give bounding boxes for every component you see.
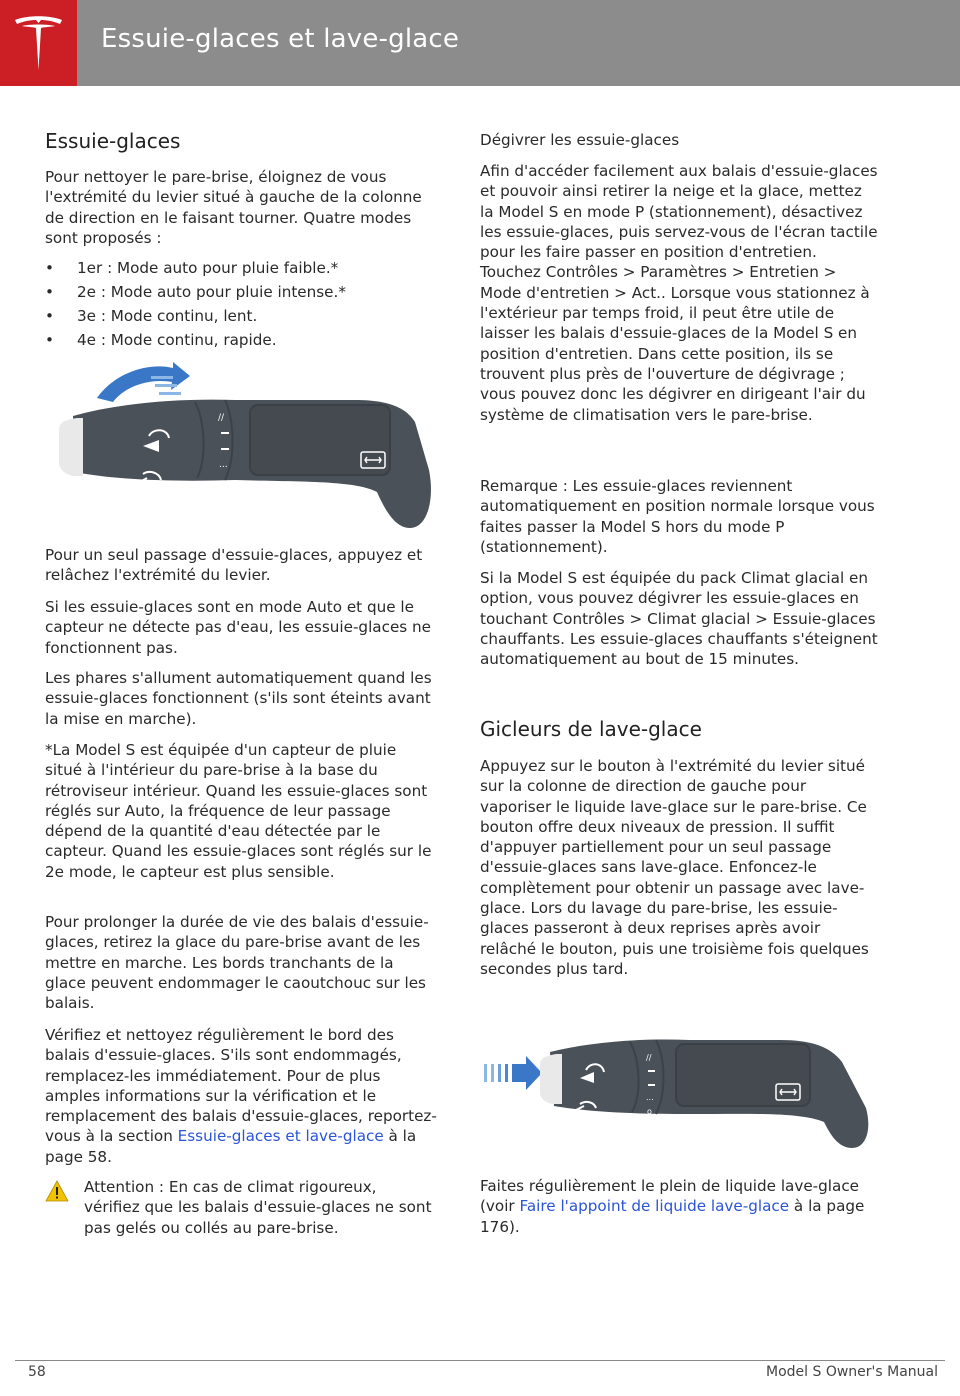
list-item: • 2e : Mode auto pour pluie intense.*: [45, 282, 346, 306]
washer-lever-illustration: [480, 1030, 875, 1155]
paragraph-text: à la page 176).: [480, 1197, 865, 1236]
paragraph-text: à la page 58.: [45, 1127, 417, 1166]
link-wipers-section[interactable]: Essuie-glaces et lave-glace: [177, 1127, 384, 1146]
list-item: • 4e : Mode continu, rapide.: [45, 330, 346, 354]
svg-text:∕∕: ∕∕: [646, 1053, 652, 1062]
svg-text:...: ...: [646, 1093, 654, 1102]
paragraph-text: Vérifiez et nettoyez régulièrement le bord des balais d'essuie-glaces. S'ils sont endommagés, remplacez-les immédiatement. Pour de plus amples informations sur la vérification et le remplacement des balais d'essuie-glaces, reportez-vous à la section: [45, 1026, 437, 1146]
warning-triangle-icon: [45, 1180, 69, 1202]
tesla-logo: [0, 0, 77, 86]
page-header: [0, 0, 960, 86]
svg-text:o: o: [647, 1107, 652, 1116]
section-heading-washer: Gicleurs de lave-glace: [480, 717, 702, 741]
svg-text:o: o: [220, 479, 226, 489]
list-item: • 3e : Mode continu, lent.: [45, 306, 346, 330]
paragraph-ice: Pour prolonger la durée de vie des balais d'essuie-glaces, retirez la glace du pare-brise avant de les mettre en marche. Les bords tranchants de la glace peuvent endommager le caoutchouc sur les balais.: [45, 913, 429, 1013]
paragraph-auto-mode: Si les essuie-glaces sont en mode Auto et que le capteur ne détecte pas d'eau, les essuie-glaces ne fonctionnent pas.: [45, 598, 431, 657]
paragraph-single-wipe: Pour un seul passage d'essuie-glaces, appuyez et relâchez l'extrémité du levier.: [45, 546, 423, 585]
paragraph-refill: [480, 1176, 878, 1237]
svg-text:...: ...: [219, 460, 228, 470]
section-heading-wipers: Essuie-glaces: [45, 129, 181, 153]
push-arrow-icon: [484, 1056, 542, 1090]
paragraph-cold-weather: Si la Model S est équipée du pack Climat glacial en option, vous pouvez dégivrer les essuie-glaces en touchant Contrôles > Climat glacial > Essuie-glaces chauffants. Les essuie-glaces chauffants s'éteignent automatiquement au bout de 15 minutes.: [480, 569, 878, 669]
subheading-defrost: Dégivrer les essuie-glaces: [480, 131, 680, 149]
paragraph-intro: Pour nettoyer le pare-brise, éloignez de vous l'extrémité du levier situé à gauche de la colonne de direction en le faisant tourner. Quatre modes sont proposés :: [45, 168, 422, 247]
manual-title: Model S Owner's Manual: [766, 1364, 938, 1380]
tesla-logo-icon: [13, 14, 64, 72]
list-item: • 1er : Mode auto pour pluie faible.*: [45, 258, 346, 282]
wiper-modes-list: [45, 258, 346, 354]
page-title: Essuie-glaces et lave-glace: [101, 24, 460, 54]
paragraph-headlights: Les phares s'allument automatiquement quand les essuie-glaces fonctionnent (s'ils sont éteints avant la mise en marche).: [45, 669, 432, 728]
caution-text: Attention : En cas de climat rigoureux, vérifiez que les balais d'essuie-glaces ne sont pas gelés ou collés au pare-brise.: [84, 1178, 432, 1237]
paragraph-service-position: Afin d'accéder facilement aux balais d'essuie-glaces et pouvoir ainsi retirer la neige et la glace, mettez la Model S en mode P (stationnement), désactivez les essuie-glaces, puis servez-vous de l'écran tactile pour les faire passer en position d'entretien. Touchez Contrôles > Paramètres > Entretien > Mode d'entretien > Act.. Lorsque vous stationnez à l'extérieur par temps froid, il peut être utile de laisser les balais d'essuie-glaces de la Model S en position d'entretien. Dans cette position, ils se trouvent plus près de l'ouverture de dégivrage ; vous pouvez donc les dégivrer en dirigeant l'air du système de climatisation vers le pare-brise.: [480, 162, 878, 424]
link-refill-washer-fluid[interactable]: Faire l'appoint de liquide lave-glace: [519, 1197, 790, 1216]
paragraph-text: Faites régulièrement le plein de liquide lave-glace (voir: [480, 1177, 860, 1216]
svg-text:∕∕: ∕∕: [218, 413, 225, 423]
page-number: 58: [28, 1364, 46, 1380]
rotate-arrow-icon: [97, 362, 190, 402]
wiper-lever-illustration: [55, 360, 435, 535]
paragraph-note: Remarque : Les essuie-glaces reviennent automatiquement en position normale lorsque vous faites passer la Model S hors du mode P (stationnement).: [480, 477, 875, 556]
footer-divider: [15, 1360, 945, 1361]
paragraph-washer: Appuyez sur le bouton à l'extrémité du levier situé sur la colonne de direction de gauche pour vaporiser le liquide lave-glace sur le pare-brise. Ce bouton offre deux niveaux de pression. Il suffit d'appuyer partiellement pour un seul passage d'essuie-glaces sans lave-glace. Enfoncez-le complètement pour obtenir un passage avec lave-glace. Lors du lavage du pare-brise, les essuie-glaces passeront à deux reprises après avoir relâché le bouton, puis une troisième fois quelques secondes plus tard.: [480, 757, 869, 978]
paragraph-rain-sensor: *La Model S est équipée d'un capteur de pluie situé à l'intérieur du pare-brise à la base du rétroviseur intérieur. Quand les essuie-glaces sont réglés sur Auto, la fréquence de leur passage dépend de la quantité d'eau détectée par le capteur. Quand les essuie-glaces sont réglés sur le 2e mode, le capteur est plus sensible.: [45, 741, 432, 881]
paragraph-check-blades: [45, 1025, 437, 1167]
